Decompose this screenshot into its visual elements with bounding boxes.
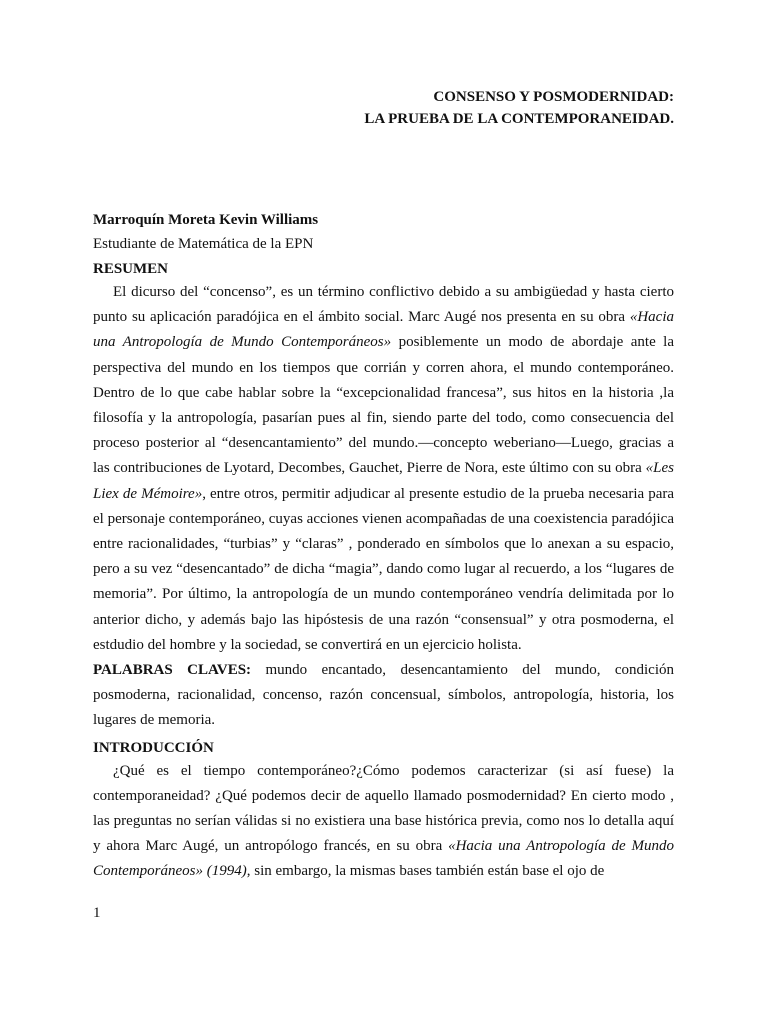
keywords-text: mundo encantado, desencantamiento del mundo, condición posmoderna, racionalidad, concenso, razón concensual, símbolos, antropología, historia, los lugares de memoria.: [93, 662, 674, 729]
author-affiliation: Estudiante de Matemática de la EPN: [93, 236, 314, 252]
document-page: [93, 86, 674, 885]
abstract-text-3: , entre otros, permitir adjudicar al presente estudio de la prueba necesaria para el personaje contemporáneo, cuyas acciones vienen acompañadas de una coexistencia paradójica entre racionalidades, “turbias” y “claras” , ponderado en símbolos que lo anexan a su espacio, pero a su vez “desencantado” de dicha “magia”, dando como lugar al recuerdo, a los “lugares de memoria”. Por último, la antropología de un mundo contemporáneo vendría delimitada por lo anterior dicho, y además bajo las hipóstesis de una razón “consensual” y otra posmoderna, el estdudio del hombre y la sociedad, se convertirá en un ejercicio holista.: [93, 485, 675, 653]
document-title-line-2: LA PRUEBA DE LA CONTEMPORANEIDAD.: [364, 111, 674, 127]
intro-text-2: , sin embargo, la mismas bases también están base el ojo de: [246, 863, 605, 880]
abstract-text-1: El dicurso del “concenso”, es un término conflictivo debido a su ambigüedad y hasta cierto punto su aplicación paradójica en el ámbito social. Marc Augé nos presenta en su obra: [93, 284, 674, 326]
introduction-paragraph: [93, 759, 674, 885]
abstract-book-title-2: «Les Liex de Mémoire»: [93, 460, 674, 502]
keywords-paragraph: [93, 658, 674, 734]
abstract-book-title-1: «Hacia una Antropología de Mundo Contemporáneos»: [93, 309, 674, 351]
author-name: Marroquín Moreta Kevin Williams: [93, 212, 319, 228]
intro-text-1: ¿Qué es el tiempo contemporáneo?¿Cómo podemos caracterizar (si así fuese) la contemporaneidad? ¿Qué podemos decir de aquello llamado posmodernidad? En cierto modo , las preguntas no serían válidas si no existiera una base histórica previa, como nos lo detalla aquí y ahora Marc Augé, un antropólogo francés, en su obra: [93, 762, 674, 855]
introduction-heading: INTRODUCCIÓN: [93, 739, 214, 756]
abstract-paragraph: [93, 280, 674, 658]
document-title-line-1: CONSENSO Y POSMODERNIDAD:: [433, 89, 674, 105]
title-spacer: [93, 130, 674, 210]
page-number: 1: [93, 905, 101, 921]
intro-book-title: «Hacia una Antropología de Mundo Contemporáneos» (1994): [93, 838, 674, 880]
abstract-text-2: posiblemente un modo de abordaje ante la perspectiva del mundo en los tiempos que corrián y corren ahora, el mundo contemporáneo. Dentro de lo que cabe hablar sobre la “excepcionalidad francesa”, sus hitos en la historia ,la filosofía y la antropología, pasarían pues al fin, siendo parte del todo, como consecuencia del proceso posterior al “desencantamiento” del mundo.—concepto weberiano—Luego, gracias a las contribuciones de Lyotard, Decombes, Gauchet, Pierre de Nora, este último con su obra: [93, 334, 675, 477]
keywords-label: PALABRAS CLAVES:: [93, 662, 252, 679]
abstract-heading: RESUMEN: [93, 261, 169, 277]
